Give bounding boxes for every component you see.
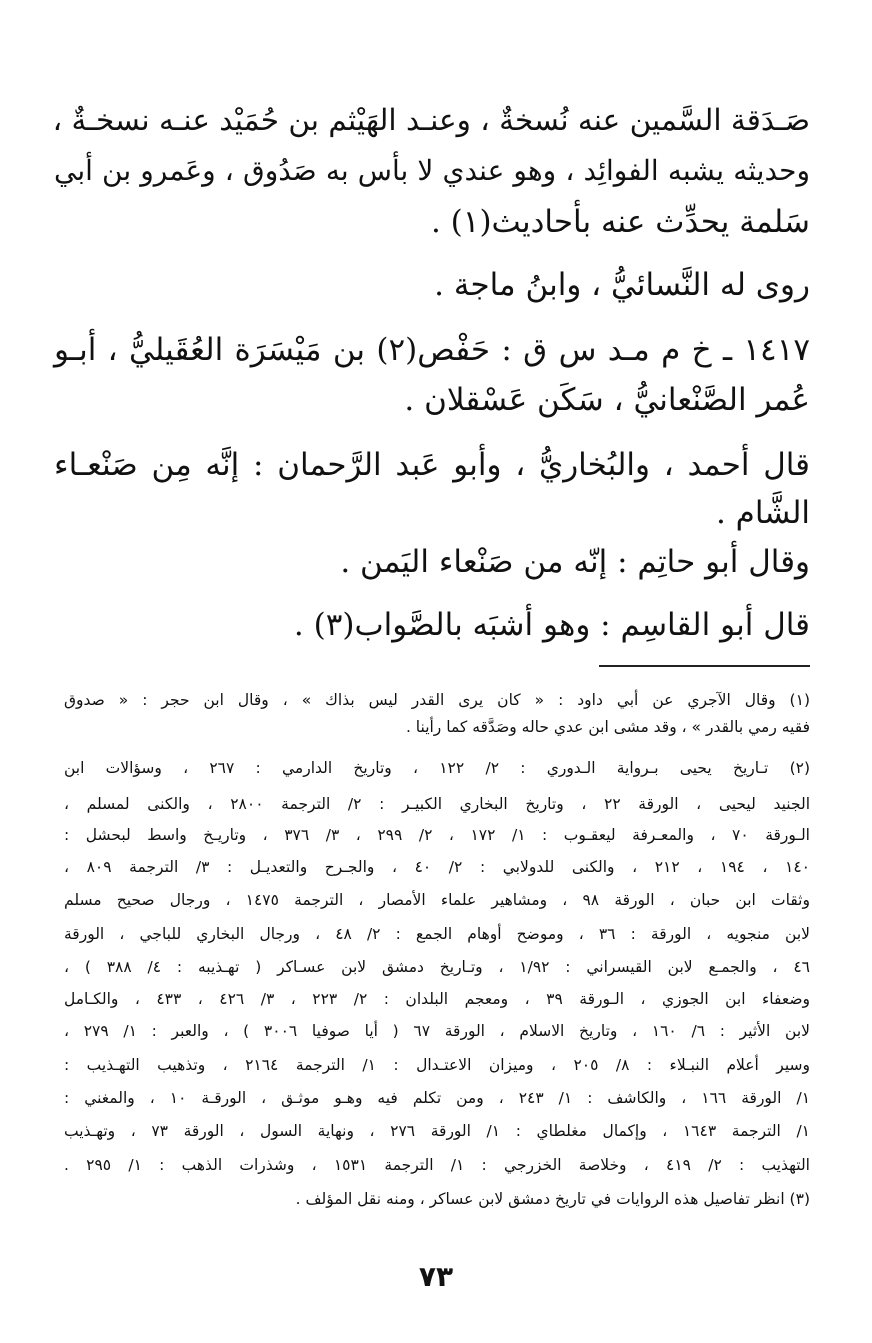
footnote-line: وسير أعلام النبـلاء : ٨/ ٢٠٥ ، وميزان الاعتـدال : ١/ الترجمة ٢١٦٤ ، وتذهيب التهـذيب : (64, 1056, 810, 1074)
footnote-line: ١/ الترجمة ١٦٤٣ ، وإكمال مغلطاي : ١/ الورقة ٢٧٦ ، ونهاية السول ، الورقة ٧٣ ، وتهـذيب (64, 1122, 810, 1140)
main-text-line: عُمر الصَّنْعانيُّ ، سَكَن عَسْقلان . (404, 382, 810, 418)
footnote-line: الجنيد ليحيى ، الورقة ٢٢ ، وتاريخ البخاري الكبيـر : ٢/ الترجمة ٢٨٠٠ ، والكنى لمسلم ، (64, 795, 811, 813)
footnote-divider (599, 665, 810, 667)
main-text-line: وحديثه يشبه الفوائِد ، وهو عندي لا بأس به صَدُوق ، وعَمرو بن أبي (54, 154, 810, 187)
page-number: ٧٣ (418, 1260, 454, 1293)
footnote-line: التهذيب : ٢/ ٤١٩ ، وخلاصة الخزرجي : ١/ الترجمة ١٥٣١ ، وشذرات الذهب : ١/ ٢٩٥ . (64, 1156, 810, 1174)
main-text-line: سَلمة يحدِّث عنه بأحاديث(١) . (430, 204, 810, 240)
footnote-line: (١) وقال الآجري عن أبي داود : « كان يرى القدر ليس بذاك » ، وقال ابن حجر : « صدوق (64, 691, 810, 709)
footnote-line: فقيه رمي بالقدر » ، وقد مشى ابن عدي حاله وصَدَّقه كما رأينا . (405, 718, 810, 736)
footnote-line: (٣) انظر تفاصيل هذه الروايات في تاريخ دمشق لابن عساكر ، ومنه نقل المؤلف . (295, 1190, 810, 1208)
main-text-line: قال أبو القاسِم : وهو أشبَه بالصَّواب(٣) . (293, 607, 810, 643)
footnote-line: وضعفاء ابن الجوزي ، الـورقة ٣٩ ، ومعجم البلدان : ٢/ ٢٢٣ ، ٣/ ٤٢٦ ، ٤٣٣ ، والكـامل (64, 990, 810, 1008)
main-text-line: روى له النَّسائيُّ ، وابنُ ماجة . (434, 267, 810, 303)
footnote-line: ١٤٠ ، ١٩٤ ، ٢١٢ ، والكنى للدولابي : ٢/ ٤٠ ، والجـرح والتعديـل : ٣/ الترجمة ٨٠٩ ، (64, 858, 811, 876)
footnote-line: الـورقة ٧٠ ، والمعـرفة ليعقـوب : ١/ ١٧٢ ، ٢/ ٢٩٩ ، ٣/ ٣٧٦ ، وتاريـخ واسط لبحشل : (64, 826, 810, 844)
footnote-line: ٤٦ ، والجمـع لابن القيسراني : ١/٩٢ ، وتـاريخ دمشق لابن عسـاكر ( تهـذيبه : ٤/ ٣٨٨ ) ، (64, 958, 811, 976)
footnote-line: ١/ الورقة ١٦٦ ، والكاشف : ١/ ٢٤٣ ، ومن تكلم فيه وهـو موثـق ، الورقـة ١٠ ، والمغني : (64, 1089, 811, 1107)
main-text-line: ١٤١٧ ـ خ م مـد س ق : حَفْص(٢) بن مَيْسَرَة العُقَيليُّ ، أبـو (54, 332, 810, 368)
main-text-line: صَـدَقة السَّمين عنه نُسخةٌ ، وعنـد الهَيْثم بن حُمَيْد عنـه نسخـةٌ ، (52, 103, 810, 137)
footnote-line: لابن الأثير : ٦/ ١٦٠ ، وتاريخ الاسلام ، الورقة ٦٧ ( أيا صوفيا ٣٠٠٦ ) ، والعبر : ١/ ٢٧٩ ، (64, 1022, 810, 1040)
main-text-line: قال أحمد ، والبُخاريُّ ، وأبو عَبد الرَّحمان : إنَّه مِن صَنْعـاء (54, 447, 810, 483)
footnote-line: (٢) تـاريخ يحيى بـرواية الـدوري : ٢/ ١٢٢ ، وتاريخ الدارمي : ٢٦٧ ، وسؤالات ابن (64, 759, 811, 777)
main-text-line: وقال أبو حاتِم : إنّه من صَنْعاء اليَمن . (340, 544, 810, 580)
main-text-line: الشَّام . (715, 495, 810, 531)
footnote-line: وثقات ابن حبان ، الورقة ٩٨ ، ومشاهير علماء الأمصار ، الترجمة ١٤٧٥ ، ورجال صحيح مسلم (64, 891, 810, 909)
footnote-line: لابن منجويه ، الورقة : ٣٦ ، وموضح أوهام الجمع : ٢/ ٤٨ ، ورجال البخاري للباجي ، الورقة (64, 925, 810, 943)
